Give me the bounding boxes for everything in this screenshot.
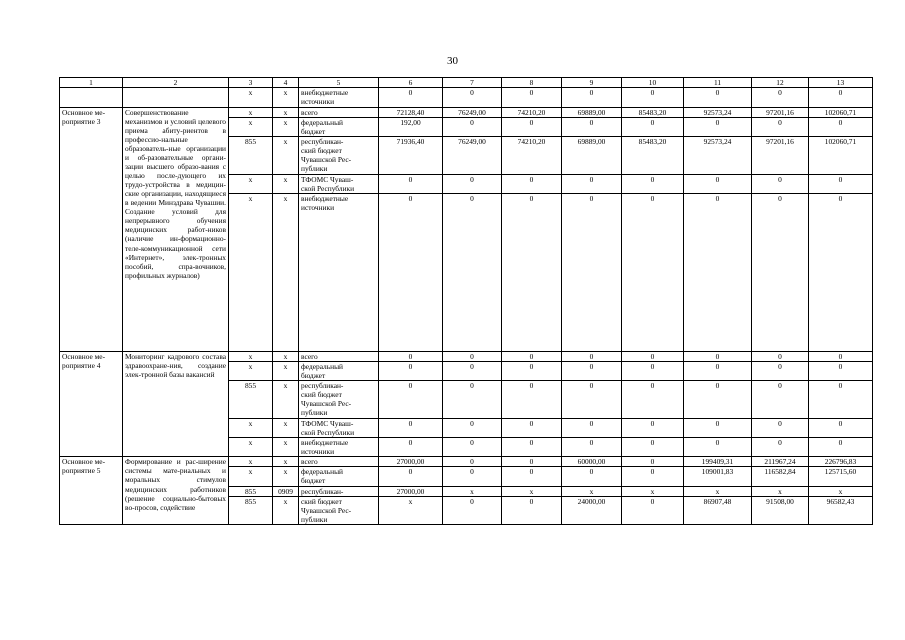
cell-value-col-12: 0 xyxy=(752,352,809,362)
cell-value-col-9: 0 xyxy=(562,88,622,108)
cell-value-col-9: 0 xyxy=(562,362,622,381)
activity-title: Основное ме- роприятие 4 xyxy=(60,352,123,457)
cell-funding-source: внебюджетные источники xyxy=(299,88,379,108)
column-header-12: 12 xyxy=(752,78,809,88)
cell-value-col-9: 0 xyxy=(562,118,622,137)
cell-value-col-7: 0 xyxy=(443,88,502,108)
cell-code-grbs: 855 xyxy=(229,137,273,175)
cell-value-col-10: 85483,20 xyxy=(622,137,684,175)
cell-value-col-7: 0 xyxy=(443,496,502,524)
budget-table xyxy=(59,77,873,525)
cell-value-col-10: 0 xyxy=(622,438,684,457)
cell-value-col-6: 0 xyxy=(379,419,443,438)
cell-code-grbs: 855 xyxy=(229,496,273,524)
cell-value-col-9: 0 xyxy=(562,467,622,486)
cell-funding-source: республикан- ский бюджет Чувашской Рес- публики xyxy=(299,381,379,419)
cell-value-col-12: 0 xyxy=(752,175,809,194)
column-header-1: 1 xyxy=(60,78,123,88)
header-row xyxy=(60,78,873,88)
cell-funding-source: всего xyxy=(299,457,379,467)
column-header-10: 10 xyxy=(622,78,684,88)
activity-description: Мониторинг кадрового состава здравоохране-ния, создание элек-тронной базы вакансий xyxy=(123,352,229,457)
cell-value-col-10: 0 xyxy=(622,419,684,438)
cell-value-col-9: 0 xyxy=(562,175,622,194)
cell-value-col-8: 0 xyxy=(502,175,562,194)
cell-empty xyxy=(123,88,229,108)
cell-value-col-11: 0 xyxy=(684,419,752,438)
cell-code-section: х xyxy=(273,352,299,362)
cell-funding-source: ТФОМС Чуваш- ской Республики xyxy=(299,175,379,194)
cell-value-col-11: х xyxy=(684,486,752,496)
cell-funding-source: федеральный бюджет xyxy=(299,362,379,381)
cell-value-col-10: 0 xyxy=(622,88,684,108)
cell-value-col-10: 0 xyxy=(622,194,684,352)
cell-code-section: 0909 xyxy=(273,486,299,496)
cell-code-grbs: 855 xyxy=(229,381,273,419)
activity-description: Совершенствование механизмов и условий целевого приема абиту-риентов в профессио-нальные образователь-ные организации и об-разовательные органи-зации высшего образо-вания с целью после-дующего их трудо-устройства в медицин-ские организации, находящиеся в ведении Минздрава Чувашии. Создание условий для непрерывного обучения медицинских работ-ников (наличие ин-формационно-теле-коммуникационной сети «Интернет», элек-тронных пособий, спра-вочников, профильных журналов) xyxy=(123,108,229,352)
cell-value-col-10: 0 xyxy=(622,175,684,194)
cell-code-section: х xyxy=(273,362,299,381)
cell-code-grbs: х xyxy=(229,467,273,486)
cell-code-section: х xyxy=(273,194,299,352)
cell-value-col-8: 74210,20 xyxy=(502,137,562,175)
column-header-7: 7 xyxy=(443,78,502,88)
cell-value-col-11: 86907,48 xyxy=(684,496,752,524)
cell-funding-source: республикан- xyxy=(299,486,379,496)
cell-value-col-6: 0 xyxy=(379,381,443,419)
cell-value-col-9: 69889,00 xyxy=(562,137,622,175)
cell-value-col-9: 0 xyxy=(562,419,622,438)
cell-value-col-12: 0 xyxy=(752,194,809,352)
column-header-6: 6 xyxy=(379,78,443,88)
cell-value-col-12: 0 xyxy=(752,118,809,137)
cell-value-col-6: 0 xyxy=(379,175,443,194)
cell-value-col-12: 97201,16 xyxy=(752,137,809,175)
cell-value-col-8: 0 xyxy=(502,381,562,419)
cell-value-col-6: 0 xyxy=(379,467,443,486)
cell-value-col-6: 72128,40 xyxy=(379,108,443,118)
cell-funding-source: федеральный бюджет xyxy=(299,467,379,486)
cell-value-col-10: 0 xyxy=(622,467,684,486)
cell-value-col-10: 0 xyxy=(622,118,684,137)
cell-value-col-6: 71936,40 xyxy=(379,137,443,175)
column-header-11: 11 xyxy=(684,78,752,88)
cell-funding-source: всего xyxy=(299,352,379,362)
cell-code-section: х xyxy=(273,88,299,108)
cell-value-col-6: 0 xyxy=(379,352,443,362)
cell-funding-source: ТФОМС Чуваш- ской Республики xyxy=(299,419,379,438)
cell-value-col-8: 74210,20 xyxy=(502,108,562,118)
cell-value-col-7: 76249,00 xyxy=(443,108,502,118)
cell-code-grbs: х xyxy=(229,362,273,381)
cell-value-col-11: 0 xyxy=(684,88,752,108)
cell-value-col-10: 85483,20 xyxy=(622,108,684,118)
cell-value-col-13: 0 xyxy=(809,175,873,194)
cell-value-col-13: 0 xyxy=(809,381,873,419)
cell-value-col-12: 0 xyxy=(752,362,809,381)
cell-value-col-12: 97201,16 xyxy=(752,108,809,118)
column-header-3: 3 xyxy=(229,78,273,88)
cell-value-col-9: 0 xyxy=(562,438,622,457)
cell-code-section: х xyxy=(273,108,299,118)
cell-value-col-12: 0 xyxy=(752,438,809,457)
table-row xyxy=(60,352,873,362)
cell-value-col-6: х xyxy=(379,496,443,524)
cell-value-col-12: 116582,84 xyxy=(752,467,809,486)
cell-value-col-11: 0 xyxy=(684,438,752,457)
cell-funding-source: внебюджетные источники xyxy=(299,438,379,457)
cell-funding-source: республикан- ский бюджет Чувашской Рес- публики xyxy=(299,137,379,175)
cell-value-col-11: 109001,83 xyxy=(684,467,752,486)
cell-value-col-7: 0 xyxy=(443,194,502,352)
column-header-5: 5 xyxy=(299,78,379,88)
table-row xyxy=(60,457,873,467)
cell-value-col-8: х xyxy=(502,486,562,496)
cell-value-col-10: 0 xyxy=(622,457,684,467)
cell-value-col-13: 226796,83 xyxy=(809,457,873,467)
activity-title: Основное ме- роприятие 3 xyxy=(60,108,123,352)
cell-code-section: х xyxy=(273,137,299,175)
cell-code-grbs: х xyxy=(229,108,273,118)
cell-value-col-13: х xyxy=(809,486,873,496)
cell-value-col-8: 0 xyxy=(502,352,562,362)
table-row xyxy=(60,108,873,118)
cell-value-col-7: 0 xyxy=(443,419,502,438)
cell-value-col-8: 0 xyxy=(502,88,562,108)
cell-value-col-9: 0 xyxy=(562,352,622,362)
cell-code-section: х xyxy=(273,381,299,419)
cell-code-section: х xyxy=(273,175,299,194)
cell-value-col-11: 0 xyxy=(684,381,752,419)
cell-value-col-9: 60000,00 xyxy=(562,457,622,467)
cell-code-section: х xyxy=(273,457,299,467)
cell-value-col-13: 125715,60 xyxy=(809,467,873,486)
cell-value-col-8: 0 xyxy=(502,438,562,457)
cell-value-col-6: 0 xyxy=(379,362,443,381)
cell-value-col-13: 0 xyxy=(809,419,873,438)
cell-value-col-10: 0 xyxy=(622,496,684,524)
cell-value-col-7: 0 xyxy=(443,381,502,419)
cell-value-col-10: х xyxy=(622,486,684,496)
cell-value-col-13: 102060,71 xyxy=(809,137,873,175)
cell-value-col-13: 0 xyxy=(809,194,873,352)
cell-value-col-13: 102060,71 xyxy=(809,108,873,118)
cell-value-col-8: 0 xyxy=(502,118,562,137)
column-header-4: 4 xyxy=(273,78,299,88)
cell-value-col-11: 0 xyxy=(684,362,752,381)
cell-funding-source: всего xyxy=(299,108,379,118)
column-header-2: 2 xyxy=(123,78,229,88)
cell-value-col-9: х xyxy=(562,486,622,496)
cell-value-col-7: 0 xyxy=(443,438,502,457)
cell-code-grbs: х xyxy=(229,457,273,467)
cell-code-section: х xyxy=(273,118,299,137)
column-header-9: 9 xyxy=(562,78,622,88)
cell-value-col-12: 91508,00 xyxy=(752,496,809,524)
cell-value-col-12: 211967,24 xyxy=(752,457,809,467)
cell-value-col-11: 0 xyxy=(684,175,752,194)
cell-value-col-12: 0 xyxy=(752,88,809,108)
cell-value-col-13: 0 xyxy=(809,352,873,362)
cell-value-col-11: 0 xyxy=(684,352,752,362)
cell-code-grbs: х xyxy=(229,419,273,438)
cell-value-col-6: 27000,00 xyxy=(379,486,443,496)
cell-value-col-12: 0 xyxy=(752,381,809,419)
cell-value-col-7: 76249,00 xyxy=(443,137,502,175)
cell-value-col-8: 0 xyxy=(502,457,562,467)
cell-value-col-9: 0 xyxy=(562,381,622,419)
cell-value-col-8: 0 xyxy=(502,194,562,352)
cell-value-col-8: 0 xyxy=(502,496,562,524)
cell-value-col-12: х xyxy=(752,486,809,496)
cell-value-col-9: 24000,00 xyxy=(562,496,622,524)
cell-funding-source: федеральный бюджет xyxy=(299,118,379,137)
cell-value-col-7: 0 xyxy=(443,467,502,486)
cell-value-col-11: 0 xyxy=(684,194,752,352)
cell-value-col-6: 27000,00 xyxy=(379,457,443,467)
cell-value-col-10: 0 xyxy=(622,362,684,381)
cell-value-col-13: 0 xyxy=(809,88,873,108)
cell-code-grbs: х xyxy=(229,352,273,362)
cell-value-col-13: 0 xyxy=(809,438,873,457)
cell-code-section: х xyxy=(273,438,299,457)
cell-value-col-7: х xyxy=(443,486,502,496)
cell-value-col-7: 0 xyxy=(443,362,502,381)
cell-value-col-6: 192,00 xyxy=(379,118,443,137)
cell-value-col-7: 0 xyxy=(443,457,502,467)
cell-code-grbs: х xyxy=(229,438,273,457)
cell-empty xyxy=(60,88,123,108)
cell-code-section: х xyxy=(273,496,299,524)
page-number: 30 xyxy=(447,55,458,67)
cell-value-col-7: 0 xyxy=(443,175,502,194)
cell-value-col-7: 0 xyxy=(443,352,502,362)
activity-description: Формирование и рас-ширение системы мате-риальных и моральных стимулов медицинских работников (решение социально-бытовых во-просов, содействие xyxy=(123,457,229,524)
cell-code-grbs: х xyxy=(229,194,273,352)
column-header-8: 8 xyxy=(502,78,562,88)
cell-code-grbs: х xyxy=(229,118,273,137)
cell-value-col-6: 0 xyxy=(379,438,443,457)
column-header-13: 13 xyxy=(809,78,873,88)
cell-value-col-11: 92573,24 xyxy=(684,108,752,118)
cell-code-grbs: 855 xyxy=(229,486,273,496)
cell-value-col-9: 0 xyxy=(562,194,622,352)
cell-value-col-9: 69889,00 xyxy=(562,108,622,118)
cell-value-col-12: 0 xyxy=(752,419,809,438)
table-row xyxy=(60,88,873,108)
cell-value-col-11: 92573,24 xyxy=(684,137,752,175)
cell-value-col-6: 0 xyxy=(379,194,443,352)
cell-value-col-11: 0 xyxy=(684,118,752,137)
cell-value-col-6: 0 xyxy=(379,88,443,108)
cell-code-section: х xyxy=(273,419,299,438)
cell-value-col-13: 96582,43 xyxy=(809,496,873,524)
cell-value-col-11: 199409,31 xyxy=(684,457,752,467)
cell-funding-source: внебюджетные источники xyxy=(299,194,379,352)
cell-value-col-10: 0 xyxy=(622,381,684,419)
cell-funding-source: ский бюджет Чувашской Рес- публики xyxy=(299,496,379,524)
cell-code-section: х xyxy=(273,467,299,486)
cell-value-col-7: 0 xyxy=(443,118,502,137)
cell-value-col-8: 0 xyxy=(502,419,562,438)
cell-value-col-13: 0 xyxy=(809,118,873,137)
cell-code-grbs: х xyxy=(229,88,273,108)
cell-value-col-10: 0 xyxy=(622,352,684,362)
cell-value-col-8: 0 xyxy=(502,467,562,486)
activity-title: Основное ме- роприятие 5 xyxy=(60,457,123,524)
cell-value-col-13: 0 xyxy=(809,362,873,381)
cell-code-grbs: х xyxy=(229,175,273,194)
cell-value-col-8: 0 xyxy=(502,362,562,381)
